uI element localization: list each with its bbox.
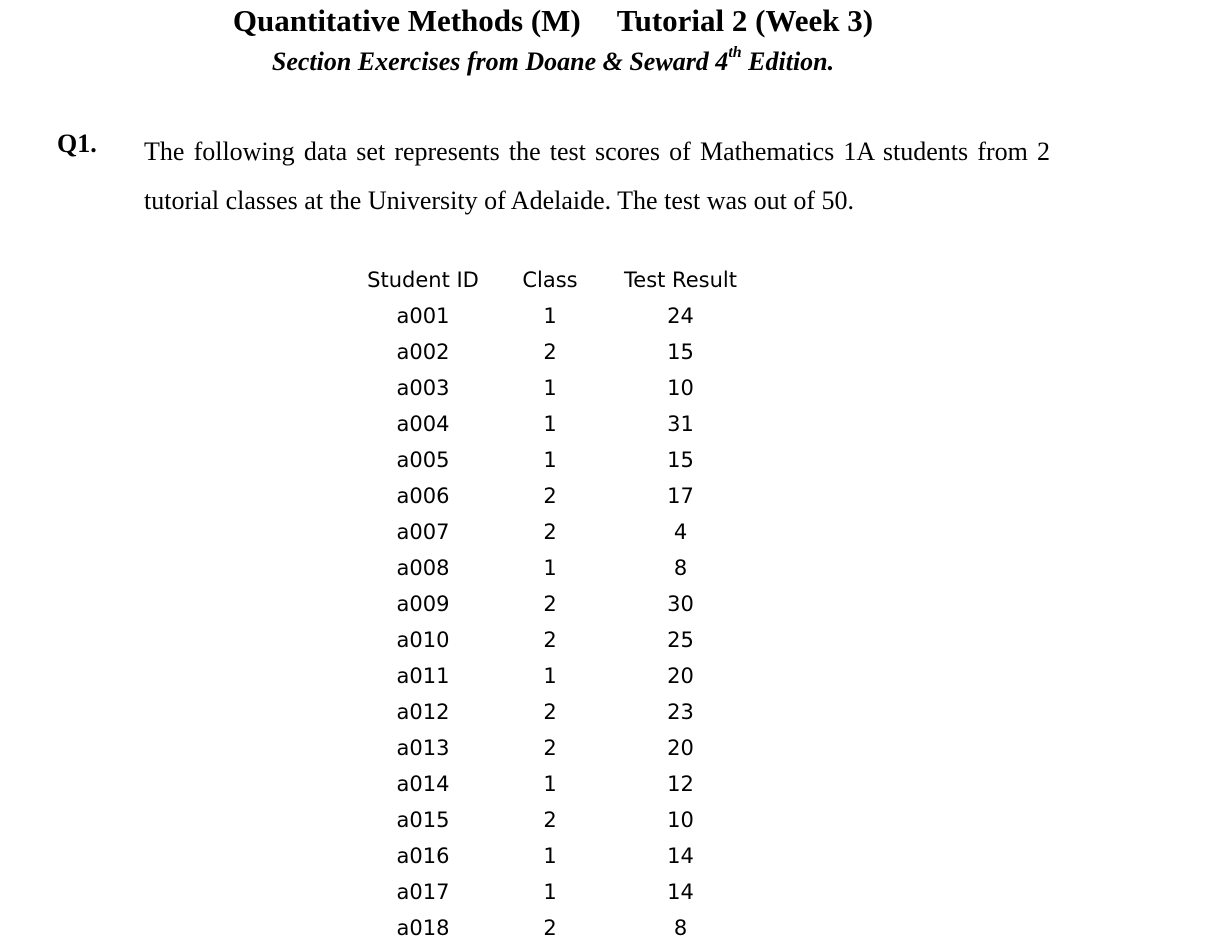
- subtitle-edition: Edition.: [741, 47, 835, 76]
- cell-class: 1: [543, 772, 557, 796]
- cell-student-id: a009: [396, 592, 450, 616]
- cell-class: 1: [543, 844, 557, 868]
- cell-student-id: a004: [396, 412, 450, 436]
- cell-class: 1: [543, 448, 557, 472]
- scores-table: [355, 262, 752, 946]
- cell-test-result: 14: [667, 880, 694, 904]
- table-row: [355, 550, 752, 586]
- tutorial-title: Tutorial 2 (Week 3): [616, 3, 874, 38]
- table-row: [355, 514, 752, 550]
- cell-student-id: a011: [396, 664, 450, 688]
- table-row: [355, 586, 752, 622]
- cell-test-result: 24: [667, 304, 694, 328]
- table-row: [355, 442, 752, 478]
- header-test-result: Test Result: [624, 268, 737, 292]
- cell-class: 1: [543, 376, 557, 400]
- cell-class: 2: [543, 916, 557, 940]
- cell-test-result: 10: [667, 808, 694, 832]
- table-row: [355, 334, 752, 370]
- table-row: [355, 370, 752, 406]
- table-row: [355, 406, 752, 442]
- table-row: [355, 694, 752, 730]
- cell-test-result: 14: [667, 844, 694, 868]
- table-row: [355, 874, 752, 910]
- cell-test-result: 12: [667, 772, 694, 796]
- cell-class: 2: [543, 484, 557, 508]
- cell-class: 2: [543, 808, 557, 832]
- table-body: [355, 298, 752, 946]
- cell-student-id: a014: [396, 772, 450, 796]
- table-header-row: [355, 262, 752, 298]
- table-row: [355, 478, 752, 514]
- table-row: [355, 730, 752, 766]
- table-row: [355, 766, 752, 802]
- cell-student-id: a015: [396, 808, 450, 832]
- cell-test-result: 23: [667, 700, 694, 724]
- cell-student-id: a008: [396, 556, 450, 580]
- cell-student-id: a005: [396, 448, 450, 472]
- cell-student-id: a006: [396, 484, 450, 508]
- cell-class: 2: [543, 340, 557, 364]
- header-class: Class: [522, 268, 578, 292]
- cell-test-result: 17: [667, 484, 694, 508]
- question-label: Q1.: [57, 129, 97, 158]
- cell-class: 1: [543, 304, 557, 328]
- cell-test-result: 31: [667, 412, 694, 436]
- table-row: [355, 658, 752, 694]
- cell-student-id: a001: [396, 304, 450, 328]
- course-title: Quantitative Methods (M): [232, 3, 581, 38]
- table-row: [355, 802, 752, 838]
- cell-test-result: 25: [667, 628, 694, 652]
- cell-test-result: 4: [673, 520, 688, 544]
- table-row: [355, 838, 752, 874]
- cell-class: 1: [543, 664, 557, 688]
- cell-student-id: a003: [396, 376, 450, 400]
- cell-test-result: 8: [673, 916, 688, 940]
- cell-test-result: 10: [667, 376, 694, 400]
- cell-student-id: a017: [396, 880, 450, 904]
- cell-class: 2: [543, 736, 557, 760]
- cell-test-result: 20: [667, 664, 694, 688]
- cell-student-id: a018: [396, 916, 450, 940]
- cell-class: 1: [543, 880, 557, 904]
- header-student-id: Student ID: [367, 268, 479, 292]
- cell-class: 2: [543, 592, 557, 616]
- table-row: [355, 910, 752, 946]
- cell-test-result: 20: [667, 736, 694, 760]
- question-text: The following data set represents the test scores of Mathematics 1A students from 2 tutorial classes at the University of Adelaide. The test was out of 50.: [144, 137, 1050, 215]
- cell-student-id: a013: [396, 736, 450, 760]
- cell-class: 2: [543, 520, 557, 544]
- cell-class: 1: [543, 556, 557, 580]
- cell-test-result: 30: [667, 592, 694, 616]
- cell-student-id: a016: [396, 844, 450, 868]
- table-row: [355, 298, 752, 334]
- subtitle-superscript: th: [728, 44, 742, 62]
- page-subtitle: [0, 45, 1106, 79]
- cell-test-result: 15: [667, 340, 694, 364]
- cell-test-result: 15: [667, 448, 694, 472]
- cell-student-id: a012: [396, 700, 450, 724]
- cell-class: 2: [543, 700, 557, 724]
- cell-student-id: a002: [396, 340, 450, 364]
- cell-student-id: a010: [396, 628, 450, 652]
- table-row: [355, 622, 752, 658]
- cell-class: 1: [543, 412, 557, 436]
- page-title: [0, 2, 1106, 40]
- cell-test-result: 8: [673, 556, 688, 580]
- subtitle-text: Section Exercises from Doane & Seward 4: [271, 47, 729, 76]
- cell-class: 2: [543, 628, 557, 652]
- cell-student-id: a007: [396, 520, 450, 544]
